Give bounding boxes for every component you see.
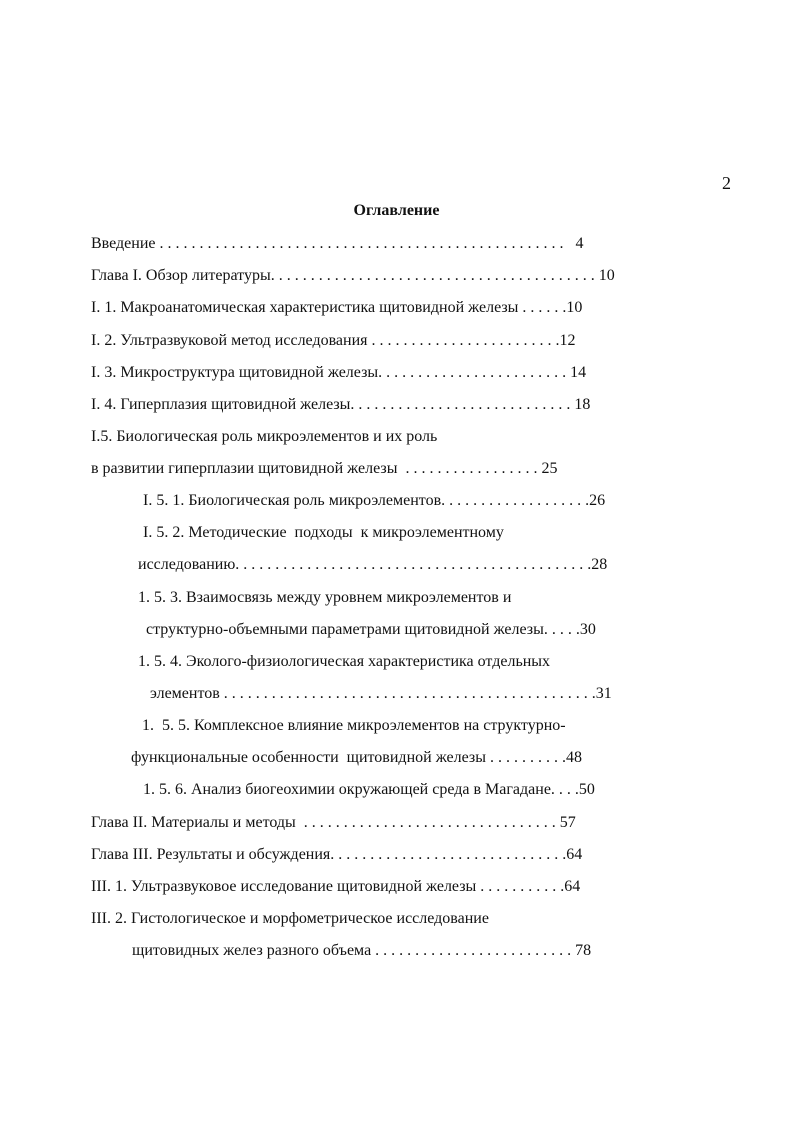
toc-entry-1-5-2-line2: исследованию. . . . . . . . . . . . . . . . . . . . . . . . . . . . . . . . . . . . . . . . . . . . .28 [138, 556, 608, 573]
toc-entry-chapter-2: Глава II. Материалы и методы . . . . . . . . . . . . . . . . . . . . . . . . . . . . . . . . 57 [91, 814, 576, 831]
toc-entry-introduction: Введение . . . . . . . . . . . . . . . . . . . . . . . . . . . . . . . . . . . . . . . . . . . . . . . . . . . 4 [91, 235, 584, 252]
toc-entry-1-5-1: I. 5. 1. Биологическая роль микроэлементов. . . . . . . . . . . . . . . . . . .26 [143, 492, 606, 509]
toc-entry-3-2-line2: щитовидных желез разного объема . . . . . . . . . . . . . . . . . . . . . . . . . 78 [132, 942, 592, 959]
toc-entry-1-4: I. 4. Гиперплазия щитовидной железы. . . . . . . . . . . . . . . . . . . . . . . . . . . . 18 [91, 396, 591, 413]
page-number: 2 [722, 173, 731, 193]
toc-title: Оглавление [353, 202, 440, 219]
toc-entry-1-5-3-line2: структурно-объемными параметрами щитовидной железы. . . . .30 [146, 621, 596, 638]
toc-entry-1-5-6: 1. 5. 6. Анализ биогеохимии окружающей среда в Магадане. . . .50 [143, 781, 595, 798]
toc-entry-1-3: I. 3. Микроструктура щитовидной железы. . . . . . . . . . . . . . . . . . . . . . . . 14 [91, 364, 587, 381]
toc-entry-1-5-line2: в развитии гиперплазии щитовидной железы . . . . . . . . . . . . . . . . . 25 [91, 460, 558, 477]
toc-entry-1-5-4-line1: 1. 5. 4. Эколого-физиологическая характеристика отдельных [138, 653, 551, 670]
toc-entry-1-1: I. 1. Макроанатомическая характеристика щитовидной железы . . . . . .10 [91, 299, 583, 316]
toc-entry-chapter-1: Глава I. Обзор литературы. . . . . . . . . . . . . . . . . . . . . . . . . . . . . . . . . . . . . . . . . 10 [91, 267, 615, 284]
toc-entry-1-2: I. 2. Ультразвуковой метод исследования . . . . . . . . . . . . . . . . . . . . . . . .12 [91, 332, 576, 349]
toc-entry-3-1: III. 1. Ультразвуковое исследование щитовидной железы . . . . . . . . . . .64 [91, 878, 581, 895]
toc-entry-1-5-4-line2: элементов . . . . . . . . . . . . . . . . . . . . . . . . . . . . . . . . . . . . . . . . . . . . . . .31 [150, 685, 612, 702]
toc-entry-1-5-3-line1: 1. 5. 3. Взаимосвязь между уровнем микроэлементов и [138, 589, 512, 606]
toc-entry-3-2-line1: III. 2. Гистологическое и морфометрическое исследование [91, 910, 489, 927]
toc-entry-1-5-5-line2: функциональные особенности щитовидной железы . . . . . . . . . .48 [131, 749, 582, 766]
toc-entry-1-5-5-line1: 1. 5. 5. Комплексное влияние микроэлементов на структурно- [142, 717, 566, 734]
toc-entry-chapter-3: Глава III. Результаты и обсуждения. . . . . . . . . . . . . . . . . . . . . . . . . . . . . .64 [91, 846, 583, 863]
toc-entry-1-5-2-line1: I. 5. 2. Методические подходы к микроэлементному [143, 524, 504, 541]
toc-entry-1-5-line1: I.5. Биологическая роль микроэлементов и их роль [91, 428, 438, 445]
